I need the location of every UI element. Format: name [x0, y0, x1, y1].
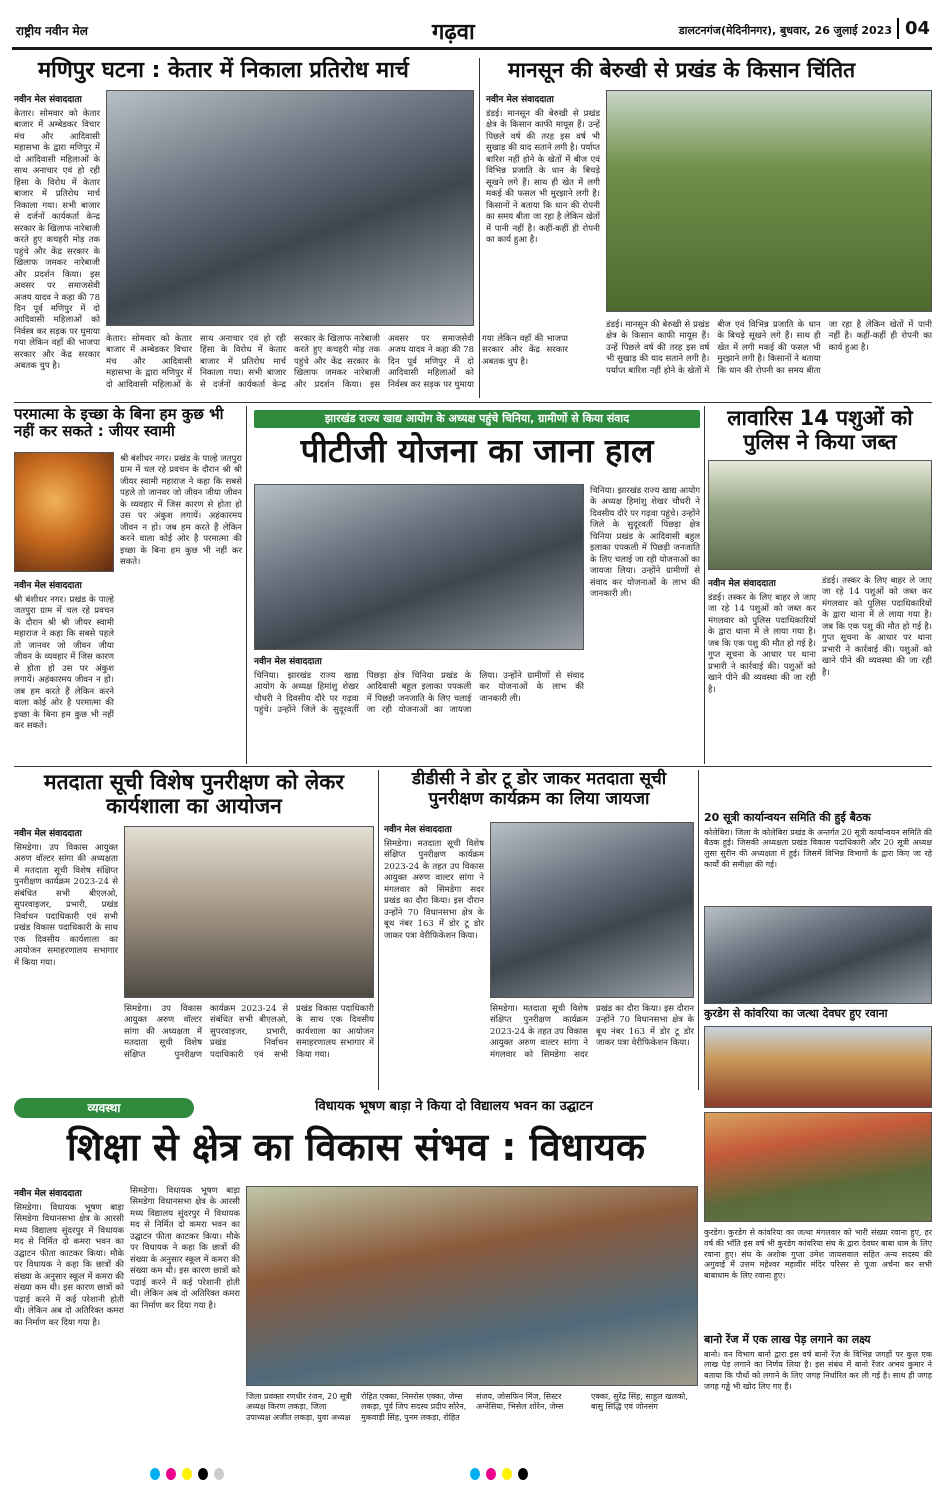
story-headline: मानसून की बेरुखी से प्रखंड के किसान चिंतित: [508, 58, 856, 82]
story-headline: मतदाता सूची विशेष पुनरीक्षण को लेकर कार्यशाला का आयोजन: [44, 770, 344, 819]
story-photo: [708, 460, 932, 570]
column-divider: [704, 406, 705, 764]
story-photo-meeting: [704, 906, 932, 1004]
story-byline: नवीन मेल संवाददाता: [14, 829, 82, 839]
story-headline: परमात्मा के इच्छा के बिना हम कुछ भी नहीं कर सकते : जीयर स्वामी: [14, 405, 224, 441]
story-body-continued: श्री बंशीधर नगर। प्रखंड के पाल्हे जतपुरा ग्राम में चल रहे प्रवचन के दौरान श्री श्री जीयर स्वामी महाराज ने कहा कि सबसे पहले तो जानवर जो जीवन जीया जीवन के व्यवहार में जिस कारण से होता हो उस पर अंकुश लगायें। अहंकारमय जीवन न हो। जब हम करते हैं लेकिन करने वाला कोई ओर है परमात्मा की इच्छा के बिना हम कुछ भी नहीं कर सकते।: [120, 454, 242, 568]
section-title: गढ़वा: [432, 20, 475, 45]
story-cattle: [708, 406, 932, 764]
column-divider: [378, 770, 379, 1090]
story-byline: नवीन मेल संवाददाता: [14, 581, 82, 591]
story-headline: बानो रेंज में एक लाख पेड़ लगाने का लक्ष्य: [704, 1333, 871, 1346]
story-body-continued: केतार। सोमवार को केतार बाजार में अम्बेडकर विचार मंच और आदिवासी महासभा के द्वारा मणिपुर में दो आदिवासी महिलाओं के साथ अनाचार एवं हो रही हिंसा के विरोध में केतार बाजार में प्रतिरोध मार्च निकाला गया। सभी बाजार से दर्जनों कार्यकर्ता केन्द्र सरकार के खिलाफ नारेबाजी करते हुए कचहरी मोड़ तक पहुंचे और केंद्र सरकार के खिलाफ जमकर नारेबाजी और प्रदर्शन किया। इस अवसर पर समाजसेवी अजय यादव ने कहा की 78 दिन पूर्व मणिपुर में दो आदिवासी महिलाओं को निर्वस्त्र कर सड़क पर घुमाया गया लेकिन वहाँ की भाजपा सरकार और केंद्र सरकार अबतक चुप है।: [106, 334, 568, 390]
story-kanwar-yatra: [704, 1008, 932, 1330]
section-divider: [14, 766, 932, 767]
photo-caption: जिला प्रवक्ता रणधीर रंजन, 20 सूत्री अध्यक्ष किरण लकड़ा, जिला उपाध्यक्ष अजीत लकड़ा, युवा अध्यक्ष रोहित एक्का, निमरोस एक्का, जेम्स लकड़ा, पूर्व जिप सदस्य प्रदीप सोरेन, मुकवाड़ी सिंह, पुनम लकड़ा, रोहित संजय, जोसफिन मिंज, सिस्टर अग्नेसिया, भिसेल शोरेन, जेम्स एक्का, सुरेंद्र सिंह, साहुल खलको, बासु सिद्धि एवं जोनसंग: [246, 1392, 688, 1422]
story-body-continued: डंडई। तस्कर के लिए बाहर ले जाए जा रहे 14 पशुओं को जब्त कर मंगलवार को पुलिस पदाधिकारियों के द्वारा थाना में ले लाया गया है। जब कि एक पशु की मौत हो गई है। गुप्त सूचना के आधार पर थाना प्रभारी ने कार्रवाई की। पशुओं को खाने पीने की व्यवस्था की जा रही है।: [822, 576, 932, 678]
story-body: केतार। सोमवार को केतार बाजार में अम्बेडकर विचार मंच और आदिवासी महासभा के द्वारा मणिपुर में दो आदिवासी महिलाओं के साथ अनाचार एवं हो रही हिंसा के विरोध में केतार बाजार में प्रतिरोध मार्च निकाला गया। सभी बाजार से दर्जनों कार्यकर्ता केन्द्र सरकार के खिलाफ नारेबाजी करते हुए कचहरी मोड़ तक पहुंचे और केंद्र सरकार के खिलाफ जमकर नारेबाजी और प्रदर्शन किया। इस अवसर पर समाजसेवी अजय यादव ने कहा की 78 दिन पूर्व मणिपुर में दो आदिवासी महिलाओं को निर्वस्त्र कर सड़क पर घुमाया गया लेकिन वहाँ की भाजपा सरकार और केंद्र सरकार अबतक चुप है।: [14, 109, 100, 372]
story-photo: [490, 822, 694, 998]
story-byline: नवीन मेल संवाददाता: [384, 825, 452, 835]
story-headline: लावारिस 14 पशुओं को पुलिस ने किया जब्त: [727, 406, 913, 455]
story-ddc-inspection: [384, 770, 694, 1090]
story-byline: नवीन मेल संवाददाता: [254, 657, 322, 667]
story-byline: नवीन मेल संवाददाता: [14, 1189, 82, 1199]
story-body-continued: सिमडेगा। विधायक भूषण बाड़ा सिमडेगा विधानसभा क्षेत्र के आरसी मध्य विद्यालय सुंदरपुर में विधायक मद से निर्मित दो कमरा भवन का उद्घाटन फीता काटकर किया। मौके पर विधायक ने कहा कि छात्रों की संख्या के अनुसार स्कूल में कमरा की संख्या कम थी। इस कारण छात्रों को पढ़ाई करने में कई परेशानी होती थी। लेकिन अब दो अतिरिक्त कमरा का निर्माण कर दिया गया है।: [130, 1186, 240, 1311]
column-divider: [479, 58, 480, 398]
kicker-banner: झारखंड राज्य खाद्य आयोग के अध्यक्ष पहुंचे चिनिया, ग्रामीणों से किया संवाद: [254, 410, 700, 428]
story-monsoon: [486, 58, 932, 398]
story-photo: [606, 90, 932, 312]
story-body: डंडई। तस्कर के लिए बाहर ले जाए जा रहे 14 पशुओं को जब्त कर मंगलवार को पुलिस पदाधिकारियों के द्वारा थाना में ले लाया गया है। जब कि एक पशु की मौत हो गई है। गुप्त सूचना के आधार पर थाना प्रभारी ने कार्रवाई की। पशुओं को खाने पीने की व्यवस्था की जा रही है।: [708, 593, 816, 695]
story-photo-crowd: [704, 1112, 932, 1222]
story-photo: [246, 1186, 698, 1386]
story-voter-workshop: [14, 770, 374, 1090]
story-ptg: [254, 654, 584, 764]
section-tag: व्यवस्था: [14, 1098, 194, 1118]
story-body-continued: सिमडेगा। मतदाता सूची विशेष संक्षिप्त पुनरीक्षण कार्यक्रम 2023-24 के तहत उप विकास आयुक्त अरुण वाल्टर सांगा ने मंगलवार को सिमडेगा सदर प्रखंड का दौरा किया। इस दौरान उन्होंने 70 विधानसभा क्षेत्र के बूथ नंबर 163 में डोर टू डोर जाकर पत्रा वेरीफिकेशन किया।: [490, 1004, 694, 1060]
story-headline: पीटीजी योजना का जाना हाल: [300, 431, 654, 470]
page-number: 04: [897, 18, 930, 39]
story-headline: मणिपुर घटना : केतार में निकाला प्रतिरोध मार्च: [38, 58, 409, 83]
story-photo: [106, 90, 474, 326]
story-headline: 20 सूत्री कार्यान्वयन समिति की हुई बैठक: [704, 811, 871, 824]
story-body: श्री बंशीधर नगर। प्रखंड के पाल्हे जतपुरा ग्राम में चल रहे प्रवचन के दौरान श्री श्री जीयर स्वामी महाराज ने कहा कि सबसे पहले तो जानवर जो जीवन जीया जीवन के व्यवहार में जिस कारण से होता हो उस पर अंकुश लगायें। अहंकारमय जीवन न हो। जब हम करते हैं लेकिन करने वाला कोई ओर है परमात्मा की इच्छा के बिना हम कुछ भी नहीं कर सकते।: [14, 595, 114, 732]
story-body: सिमडेगा। उप विकास आयुक्त अरुण वॉल्टर सांगा की अध्यक्षता में मतदाता सूची विशेष संक्षिप्त पुनरीक्षण कार्यक्रम 2023-24 से संबंधित सभी बीएलओ, सुपरवाइजर, प्रभारी, प्रखंड निर्वाचन पदाधिकारी एवं सभी प्रखंड विकास पदाधिकारी के साथ एक दिवसीय कार्यशाला का आयोजन समाहरणालय सभागार में किया गया।: [14, 843, 118, 968]
story-bano-trees: [704, 1334, 932, 1460]
story-headline: डीडीसी ने डोर टू डोर जाकर मतदाता सूची पुनरीक्षण कार्यक्रम का लिया जायजा: [411, 769, 667, 809]
column-divider: [698, 770, 699, 1090]
story-kicker: विधायक भूषण बाड़ा ने किया दो विद्यालय भवन का उद्घाटन: [315, 1099, 593, 1114]
story-body: चिनिया। झारखंड राज्य खाद्य आयोग के अध्यक्ष हिमांशु शेखर चौधरी ने दिवसीय दौरे पर गढ़वा पहुंचे। उन्होंने जिले के सुदूरवर्ती पिछड़ा क्षेत्र चिनिया प्रखंड के आदिवासी बहुल इलाका पपकली में पिछड़ी जनजाति के लिए चलाई जा रही योजनाओं का जायजा लिया। उन्होंने ग्रामीणों से संवाद कर योजनाओं के लाभ की जानकारी ली।: [254, 671, 584, 716]
story-body: बानो। वन विभाग बानो द्वारा इस वर्ष बानो रेंज के विभिन्न जगहों पर कुल एक लाख पेड़ लगाने का निर्णय लिया है। इस संबंध में बानो रेंजर अभय कुमार ने बताया कि पौधों को लगाने के लिए जगह निर्धारित कर ली गई है। साथ ही जगह जगह गड्ढे भी खोद लिए गए हैं।: [704, 1349, 932, 1392]
masthead: [12, 14, 932, 50]
story-byline: नवीन मेल संवाददाता: [486, 95, 554, 105]
story-body-continued: चिनिया। झारखंड राज्य खाद्य आयोग के अध्यक्ष हिमांशु शेखर चौधरी ने दिवसीय दौरे पर गढ़वा पहुंचे। उन्होंने जिले के सुदूरवर्ती पिछड़ा क्षेत्र चिनिया प्रखंड के आदिवासी बहुल इलाका पपकली में पिछड़ी जनजाति के लिए चलाई जा रही योजनाओं का जायजा लिया। उन्होंने ग्रामीणों से संवाद कर योजनाओं के लाभ की जानकारी ली।: [590, 486, 700, 600]
story-body: डंडई। मानसून की बेरुखी से प्रखंड क्षेत्र के किसान काफी मायूस हैं। उन्हें पिछले वर्ष की तरह इस वर्ष भी सुखाड़ की याद सताने लगी है। पर्याप्त बारिश नहीं होने के खेतों में बीज एवं विभिन्न प्रजाति के धान के बिचड़े सूखने लगे हैं। साथ ही खेत में लगी मकई की फसल भी मुरझाने लगी है। किसानों ने बताया कि धान की रोपनी का समय बीता जा रहा है लेकिन खेतों में पानी नहीं है। कहीं-कहीं ही रोपनी का कार्य हुआ है।: [486, 109, 600, 246]
story-body: सिमडेगा। मतदाता सूची विशेष संक्षिप्त पुनरीक्षण कार्यक्रम 2023-24 के तहत उप विकास आयुक्त अरुण वाल्टर सांगा ने मंगलवार को सिमडेगा सदर प्रखंड का दौरा किया। इस दौरान उन्होंने 70 विधानसभा क्षेत्र के बूथ नंबर 163 में डोर टू डोर जाकर पत्रा वेरीफिकेशन किया।: [384, 839, 484, 941]
story-photo: [124, 826, 374, 998]
story-body: सिमडेगा। विधायक भूषण बाड़ा सिमडेगा विधानसभा क्षेत्र के आरसी मध्य विद्यालय सुंदरपुर में विधायक मद से निर्मित दो कमरा भवन का उद्घाटन फीता काटकर किया। मौके पर विधायक ने कहा कि छात्रों की संख्या के अनुसार स्कूल में कमरा की संख्या कम थी। इस कारण छात्रों को पढ़ाई करने में कई परेशानी होती थी। लेकिन अब दो अतिरिक्त कमरा का निर्माण कर दिया गया है।: [14, 1203, 124, 1328]
story-body-continued: सिमडेगा। उप विकास आयुक्त अरुण वॉल्टर सांगा की अध्यक्षता में मतदाता सूची विशेष संक्षिप्त पुनरीक्षण कार्यक्रम 2023-24 से संबंधित सभी बीएलओ, सुपरवाइजर, प्रभारी, प्रखंड निर्वाचन पदाधिकारी एवं सभी प्रखंड विकास पदाधिकारी के साथ एक दिवसीय कार्यशाला का आयोजन समाहरणालय सभागार में किया गया।: [124, 1004, 374, 1060]
story-photo: [254, 484, 584, 650]
story-body: कोलेबिरा। जिला के कोलेबिरा प्रखंड के अन्तर्गत 20 सूत्री कार्यान्वयन समिति की बैठक हुई। जिसकी अध्यक्षता प्रखंड विकास पदाधिकारी और 20 सूत्री अध्यक्ष लुसा सुरीन की अध्यक्षता में हुई। जिसमें विभिन्न विभागों के द्वारा किए जा रहे कार्यों की समीक्षा की गई।: [704, 827, 932, 870]
dateline: डालटनगंज(मेदिनीनगर), बुधवार, 26 जुलाई 2023: [678, 24, 892, 37]
story-byline: नवीन मेल संवाददाता: [708, 579, 776, 589]
story-headline: शिक्षा से क्षेत्र का विकास संभव : विधायक: [66, 1125, 646, 1169]
section-divider: [14, 402, 932, 403]
story-photo: [704, 1026, 932, 1108]
story-20-point: [704, 812, 932, 904]
story-byline: नवीन मेल संवाददाता: [14, 95, 82, 105]
column-divider: [246, 406, 247, 764]
story-headline: कुरडेग से कांवरिया का जत्था देवघर हुए रवाना: [704, 1007, 888, 1020]
story-body-continued: डंडई। मानसून की बेरुखी से प्रखंड क्षेत्र के किसान काफी मायूस हैं। उन्हें पिछले वर्ष की तरह इस वर्ष भी सुखाड़ की याद सताने लगी है। पर्याप्त बारिश नहीं होने के खेतों में बीज एवं विभिन्न प्रजाति के धान के बिचड़े सूखने लगे हैं। साथ ही खेत में लगी मकई की फसल भी मुरझाने लगी है। किसानों ने बताया कि धान की रोपनी का समय बीता जा रहा है लेकिन खेतों में पानी नहीं है। कहीं-कहीं ही रोपनी का कार्य हुआ है।: [606, 320, 932, 376]
story-photo: [14, 452, 114, 572]
story-body: कुरडेग। कुरडेग से कांवरिया का जत्था मंगलवार को भारी संख्या रवाना हुए, हर वर्ष की भाँति इस वर्ष भी कुरडेग कांवरिया संघ के द्वारा देवघर बाबा धाम के लिए रवाना हुए। संघ के अशोक गुप्ता उमेश जायसवाल सहित अन्य सदस्य की अगुवाई में उत्तम महेश्वर महावीर मंदिर परिसर से पूजा अर्चना कर सभी बाबाधाम के लिए रवाना हुए।: [704, 1228, 932, 1281]
story-education: [14, 1098, 698, 1460]
newspaper-brand: राष्ट्रीय नवीन मेल: [16, 24, 88, 38]
